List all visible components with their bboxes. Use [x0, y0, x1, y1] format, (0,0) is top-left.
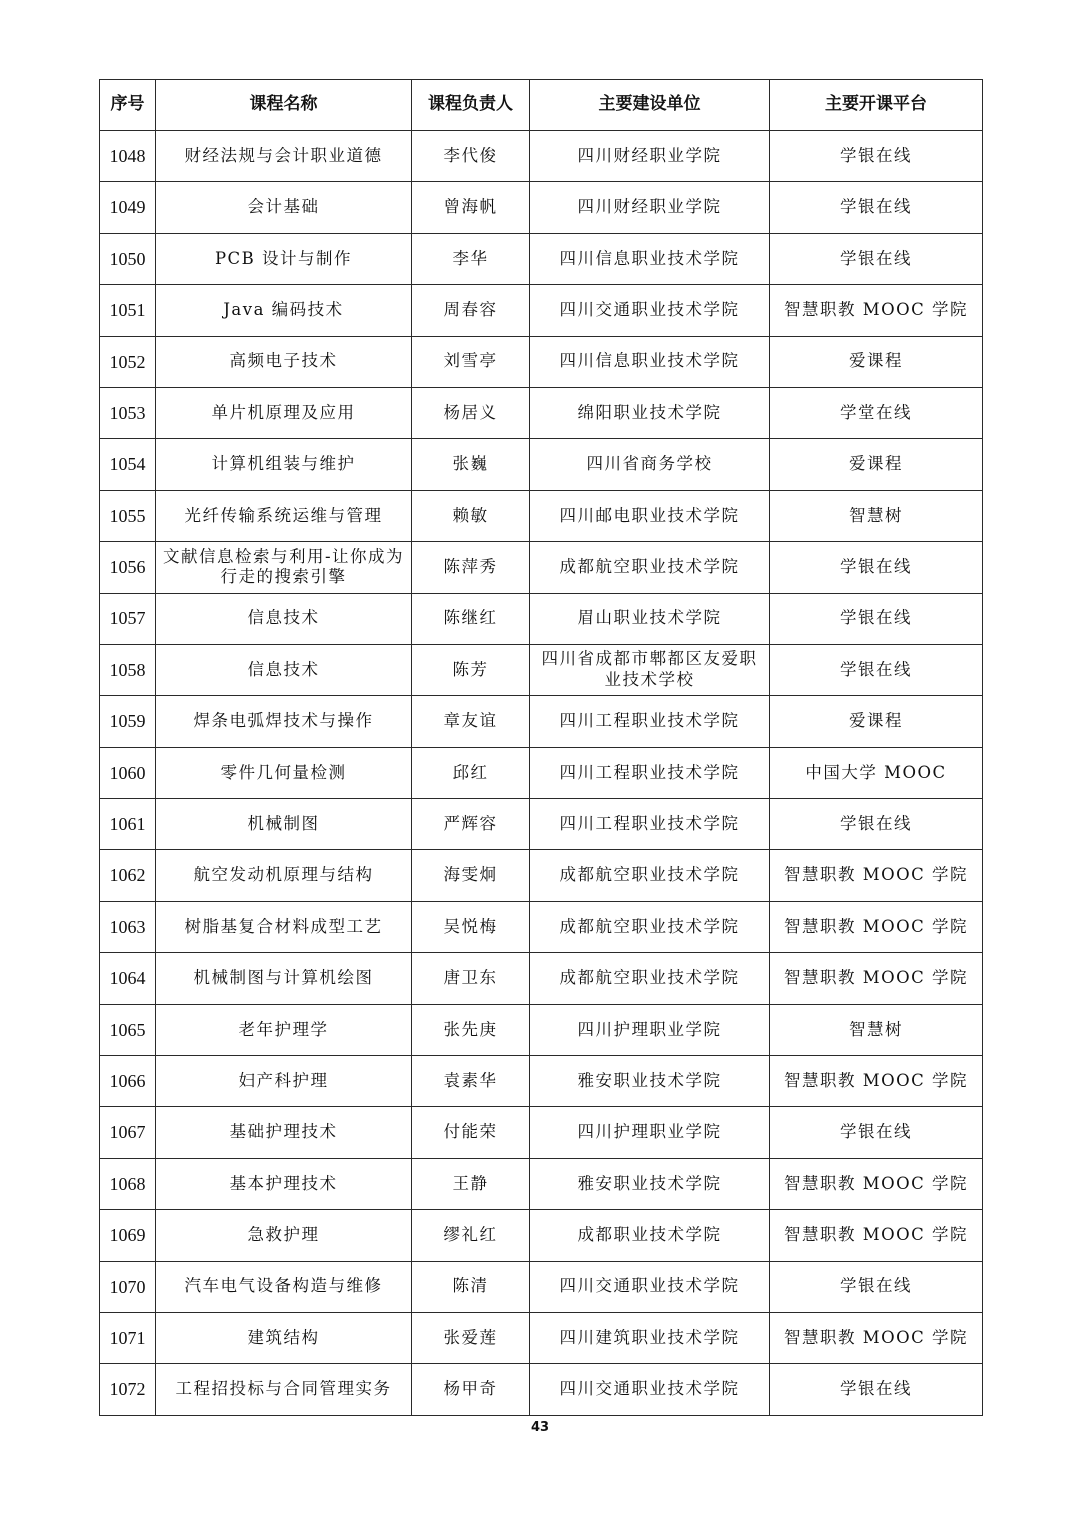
table-row — [100, 285, 983, 336]
cell-lead: 缪礼红 — [412, 1210, 530, 1261]
cell-index: 1071 — [100, 1312, 156, 1363]
cell-lead: 海雯炯 — [412, 850, 530, 901]
cell-institution: 四川护理职业学院 — [530, 1004, 770, 1055]
cell-index: 1067 — [100, 1107, 156, 1158]
cell-lead: 张先庚 — [412, 1004, 530, 1055]
cell-platform: 爱课程 — [770, 336, 983, 387]
cell-index: 1061 — [100, 799, 156, 850]
cell-platform: 学银在线 — [770, 1107, 983, 1158]
cell-institution: 成都航空职业技术学院 — [530, 542, 770, 593]
cell-platform: 智慧职教 MOOC 学院 — [770, 1158, 983, 1209]
cell-lead: 袁素华 — [412, 1056, 530, 1107]
cell-index: 1049 — [100, 182, 156, 233]
cell-institution: 绵阳职业技术学院 — [530, 387, 770, 438]
table-body — [100, 131, 983, 1416]
cell-platform: 学银在线 — [770, 1261, 983, 1312]
header-platform: 主要开课平台 — [770, 80, 983, 131]
table-row — [100, 850, 983, 901]
table-row — [100, 131, 983, 182]
cell-platform: 智慧树 — [770, 1004, 983, 1055]
table-row — [100, 387, 983, 438]
course-table — [99, 79, 983, 1416]
table-row — [100, 336, 983, 387]
cell-course-name: 光纤传输系统运维与管理 — [156, 490, 412, 541]
cell-platform: 智慧职教 MOOC 学院 — [770, 901, 983, 952]
cell-index: 1063 — [100, 901, 156, 952]
cell-lead: 陈芳 — [412, 644, 530, 695]
table-row — [100, 1056, 983, 1107]
table-row — [100, 593, 983, 644]
cell-institution: 四川邮电职业技术学院 — [530, 490, 770, 541]
header-lead: 课程负责人 — [412, 80, 530, 131]
cell-platform: 学银在线 — [770, 542, 983, 593]
table-row — [100, 747, 983, 798]
cell-platform: 学银在线 — [770, 644, 983, 695]
cell-lead: 赖敏 — [412, 490, 530, 541]
table-row — [100, 233, 983, 284]
table-row — [100, 182, 983, 233]
cell-institution: 四川省成都市郫都区友爱职业技术学校 — [530, 644, 770, 695]
cell-platform: 智慧职教 MOOC 学院 — [770, 850, 983, 901]
cell-course-name: 妇产科护理 — [156, 1056, 412, 1107]
table-row — [100, 953, 983, 1004]
cell-course-name: 汽车电气设备构造与维修 — [156, 1261, 412, 1312]
cell-index: 1065 — [100, 1004, 156, 1055]
cell-course-name: Java 编码技术 — [156, 285, 412, 336]
table-row — [100, 490, 983, 541]
cell-platform: 学银在线 — [770, 233, 983, 284]
cell-course-name: 文献信息检索与利用-让你成为行走的搜索引擎 — [156, 542, 412, 593]
cell-course-name: 计算机组装与维护 — [156, 439, 412, 490]
page-number: 43 — [530, 1420, 550, 1435]
cell-platform: 智慧职教 MOOC 学院 — [770, 1312, 983, 1363]
cell-platform: 智慧职教 MOOC 学院 — [770, 1056, 983, 1107]
cell-lead: 张爱莲 — [412, 1312, 530, 1363]
cell-lead: 邱红 — [412, 747, 530, 798]
cell-lead: 陈清 — [412, 1261, 530, 1312]
cell-institution: 成都航空职业技术学院 — [530, 850, 770, 901]
table-row — [100, 644, 983, 695]
table-row — [100, 439, 983, 490]
cell-course-name: 焊条电弧焊技术与操作 — [156, 696, 412, 747]
table-row — [100, 696, 983, 747]
cell-platform: 爱课程 — [770, 439, 983, 490]
cell-course-name: 高频电子技术 — [156, 336, 412, 387]
table-row — [100, 1261, 983, 1312]
cell-institution: 雅安职业技术学院 — [530, 1158, 770, 1209]
cell-index: 1070 — [100, 1261, 156, 1312]
cell-lead: 陈萍秀 — [412, 542, 530, 593]
cell-platform: 学堂在线 — [770, 387, 983, 438]
cell-index: 1072 — [100, 1364, 156, 1415]
cell-platform: 智慧职教 MOOC 学院 — [770, 1210, 983, 1261]
cell-lead: 杨甲奇 — [412, 1364, 530, 1415]
cell-lead: 唐卫东 — [412, 953, 530, 1004]
cell-platform: 爱课程 — [770, 696, 983, 747]
cell-platform: 智慧职教 MOOC 学院 — [770, 285, 983, 336]
cell-lead: 李华 — [412, 233, 530, 284]
cell-institution: 四川财经职业学院 — [530, 131, 770, 182]
cell-platform: 学银在线 — [770, 182, 983, 233]
header-institution: 主要建设单位 — [530, 80, 770, 131]
cell-lead: 杨居义 — [412, 387, 530, 438]
cell-course-name: 会计基础 — [156, 182, 412, 233]
cell-course-name: 急救护理 — [156, 1210, 412, 1261]
cell-course-name: PCB 设计与制作 — [156, 233, 412, 284]
cell-course-name: 老年护理学 — [156, 1004, 412, 1055]
cell-lead: 刘雪亭 — [412, 336, 530, 387]
cell-course-name: 信息技术 — [156, 593, 412, 644]
cell-index: 1058 — [100, 644, 156, 695]
table-row — [100, 1364, 983, 1415]
cell-index: 1059 — [100, 696, 156, 747]
cell-institution: 四川财经职业学院 — [530, 182, 770, 233]
table-row — [100, 1107, 983, 1158]
cell-institution: 四川交通职业技术学院 — [530, 1261, 770, 1312]
cell-index: 1048 — [100, 131, 156, 182]
cell-course-name: 机械制图 — [156, 799, 412, 850]
cell-lead: 李代俊 — [412, 131, 530, 182]
cell-lead: 张巍 — [412, 439, 530, 490]
cell-lead: 严辉容 — [412, 799, 530, 850]
table-row — [100, 1312, 983, 1363]
cell-course-name: 基础护理技术 — [156, 1107, 412, 1158]
cell-index: 1052 — [100, 336, 156, 387]
cell-lead: 王静 — [412, 1158, 530, 1209]
cell-platform: 智慧树 — [770, 490, 983, 541]
cell-index: 1060 — [100, 747, 156, 798]
cell-course-name: 机械制图与计算机绘图 — [156, 953, 412, 1004]
table-row — [100, 1004, 983, 1055]
cell-course-name: 财经法规与会计职业道德 — [156, 131, 412, 182]
cell-index: 1050 — [100, 233, 156, 284]
table-row — [100, 1210, 983, 1261]
cell-index: 1066 — [100, 1056, 156, 1107]
cell-lead: 曾海帆 — [412, 182, 530, 233]
cell-index: 1055 — [100, 490, 156, 541]
cell-course-name: 零件几何量检测 — [156, 747, 412, 798]
cell-index: 1062 — [100, 850, 156, 901]
cell-institution: 成都航空职业技术学院 — [530, 901, 770, 952]
cell-institution: 四川信息职业技术学院 — [530, 336, 770, 387]
cell-course-name: 建筑结构 — [156, 1312, 412, 1363]
cell-lead: 付能荣 — [412, 1107, 530, 1158]
cell-lead: 陈继红 — [412, 593, 530, 644]
cell-institution: 四川工程职业技术学院 — [530, 696, 770, 747]
cell-institution: 四川交通职业技术学院 — [530, 1364, 770, 1415]
cell-institution: 四川建筑职业技术学院 — [530, 1312, 770, 1363]
cell-institution: 四川信息职业技术学院 — [530, 233, 770, 284]
cell-institution: 四川交通职业技术学院 — [530, 285, 770, 336]
cell-platform: 学银在线 — [770, 593, 983, 644]
cell-platform: 学银在线 — [770, 131, 983, 182]
cell-institution: 眉山职业技术学院 — [530, 593, 770, 644]
cell-lead: 周春容 — [412, 285, 530, 336]
table-row — [100, 542, 983, 593]
cell-lead: 吴悦梅 — [412, 901, 530, 952]
cell-platform: 智慧职教 MOOC 学院 — [770, 953, 983, 1004]
cell-platform: 中国大学 MOOC — [770, 747, 983, 798]
cell-index: 1056 — [100, 542, 156, 593]
cell-institution: 成都职业技术学院 — [530, 1210, 770, 1261]
cell-index: 1051 — [100, 285, 156, 336]
cell-index: 1053 — [100, 387, 156, 438]
table-row — [100, 799, 983, 850]
cell-index: 1064 — [100, 953, 156, 1004]
cell-platform: 学银在线 — [770, 799, 983, 850]
table-row — [100, 1158, 983, 1209]
cell-index: 1068 — [100, 1158, 156, 1209]
header-index: 序号 — [100, 80, 156, 131]
cell-course-name: 基本护理技术 — [156, 1158, 412, 1209]
cell-institution: 雅安职业技术学院 — [530, 1056, 770, 1107]
cell-course-name: 树脂基复合材料成型工艺 — [156, 901, 412, 952]
cell-institution: 四川工程职业技术学院 — [530, 799, 770, 850]
cell-index: 1069 — [100, 1210, 156, 1261]
cell-index: 1054 — [100, 439, 156, 490]
cell-course-name: 工程招投标与合同管理实务 — [156, 1364, 412, 1415]
cell-course-name: 航空发动机原理与结构 — [156, 850, 412, 901]
cell-institution: 四川工程职业技术学院 — [530, 747, 770, 798]
cell-institution: 四川护理职业学院 — [530, 1107, 770, 1158]
header-course-name: 课程名称 — [156, 80, 412, 131]
table-row — [100, 901, 983, 952]
cell-institution: 成都航空职业技术学院 — [530, 953, 770, 1004]
cell-platform: 学银在线 — [770, 1364, 983, 1415]
header-row — [100, 80, 983, 131]
cell-course-name: 信息技术 — [156, 644, 412, 695]
cell-institution: 四川省商务学校 — [530, 439, 770, 490]
cell-course-name: 单片机原理及应用 — [156, 387, 412, 438]
cell-lead: 章友谊 — [412, 696, 530, 747]
cell-index: 1057 — [100, 593, 156, 644]
